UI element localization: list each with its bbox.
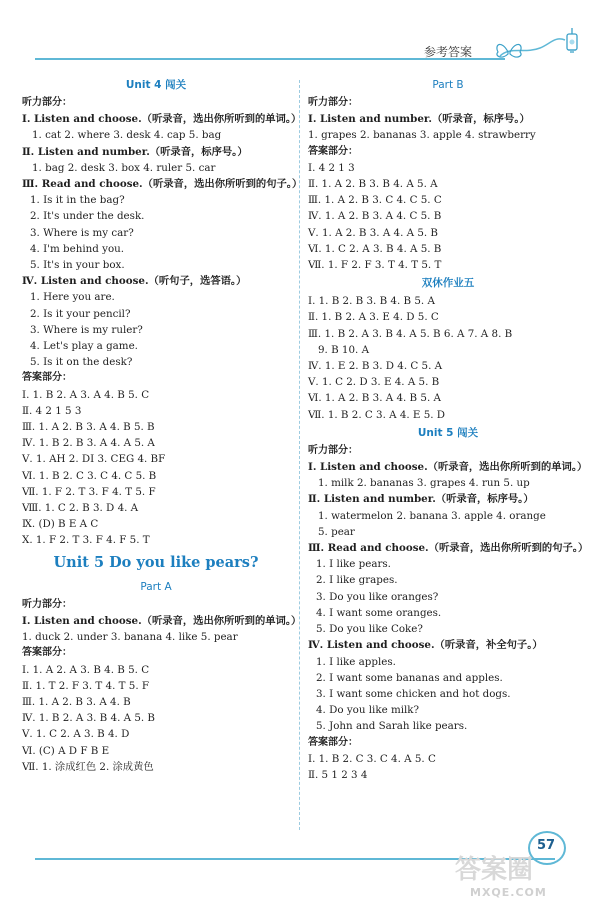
right-line-29: 1. I like pears. [316,558,391,571]
left-line-32: Ⅰ. Listen and choose.（听录音，选出你所听到的单词。） [22,614,302,627]
right-line-37: 3. I want some chicken and hot dogs. [316,687,511,700]
right-line-12: 双休作业五 [421,277,475,290]
right-line-30: 2. I like grapes. [316,574,398,587]
left-line-41: Ⅶ. 1. 涂成红色 2. 涂成黄色 [22,760,154,773]
right-line-28: Ⅲ. Read and choose.（听录音，选出你所听到的句子。） [308,542,589,555]
right-line-40: 答案部分： [308,736,358,748]
watermark-url: MXQE.COM [470,886,547,899]
left-line-30: Part A [140,580,172,593]
right-line-39: 5. John and Sarah like pears. [316,720,468,733]
right-line-33: 5. Do you like Coke? [316,623,423,636]
page-number: 57 [537,838,556,853]
left-line-8: 2. It's under the desk. [30,210,145,223]
right-line-17: Ⅳ. 1. E 2. B 3. D 4. C 5. A [308,360,443,373]
right-line-36: 2. I want some bananas and apples. [316,671,503,684]
left-line-21: Ⅲ. 1. A 2. B 3. A 4. B 5. B [22,421,155,434]
right-line-2: Ⅰ. Listen and number.（听录音，标序号。） [308,113,530,126]
left-line-35: Ⅰ. 1. A 2. A 3. B 4. B 5. C [22,663,150,676]
left-line-16: 4. Let's play a game. [30,340,138,353]
left-line-14: 2. Is it your pencil? [30,307,131,320]
left-line-12: Ⅳ. Listen and choose.（听句子，选答语。） [22,275,247,288]
left-line-6: Ⅲ. Read and choose.（听录音，选出你所听到的句子。） [22,178,303,191]
right-column [308,75,588,783]
right-line-5: Ⅰ. 4 2 1 3 [308,161,355,174]
left-line-0: Unit 4 闯关 [125,79,187,91]
right-line-4: 答案部分： [308,145,358,157]
left-column [22,75,303,775]
right-line-31: 3. Do you like oranges? [316,590,439,603]
right-line-24: 1. milk 2. bananas 3. grapes 4. run 5. up [318,477,530,490]
left-line-36: Ⅱ. 1. T 2. F 3. T 4. T 5. F [22,679,150,692]
left-line-22: Ⅳ. 1. B 2. B 3. A 4. A 5. A [22,437,155,450]
left-line-26: Ⅷ. 1. C 2. B 3. D 4. A [22,502,139,515]
left-line-1: 听力部分： [22,97,72,108]
right-line-14: Ⅱ. 1. B 2. A 3. E 4. D 5. C [308,311,439,324]
right-line-32: 4. I want some oranges. [316,606,442,619]
left-line-23: Ⅴ. 1. AH 2. DI 3. CEG 4. BF [22,453,166,466]
left-line-39: Ⅴ. 1. C 2. A 3. B 4. D [22,728,130,741]
right-line-35: 1. I like apples. [316,655,396,668]
right-line-8: Ⅳ. 1. A 2. B 3. A 4. C 5. B [308,210,442,223]
left-line-10: 4. I'm behind you. [30,242,125,255]
left-line-4: Ⅱ. Listen and number.（听录音，标序号。） [22,145,248,158]
right-line-7: Ⅲ. 1. A 2. B 3. C 4. C 5. C [308,194,442,207]
right-line-18: Ⅴ. 1. C 2. D 3. E 4. A 5. B [308,376,440,389]
left-line-11: 5. It's in your box. [30,259,125,272]
left-line-5: 1. bag 2. desk 3. box 4. ruler 5. car [32,161,216,174]
right-line-25: Ⅱ. Listen and number.（听录音，标序号。） [308,493,534,506]
right-line-26: 1. watermelon 2. banana 3. apple 4. orange [318,509,546,522]
right-line-20: Ⅶ. 1. B 2. C 3. A 4. E 5. D [308,408,446,421]
left-line-33: 1. duck 2. under 3. banana 4. like 5. pear [22,631,238,644]
right-line-21: Unit 5 闯关 [417,426,479,439]
left-line-15: 3. Where is my ruler? [30,323,143,336]
left-line-24: Ⅵ. 1. B 2. C 3. C 4. C 5. B [22,469,157,482]
right-line-27: 5. pear [318,525,355,538]
right-line-15: Ⅲ. 1. B 2. A 3. B 4. A 5. B 6. A 7. A 8. B [308,327,513,340]
right-line-16: 9. B 10. A [318,343,370,356]
right-line-41: Ⅰ. 1. B 2. C 3. C 4. A 5. C [308,752,436,765]
right-line-23: Ⅰ. Listen and choose.（听录音，选出你所听到的单词。） [308,461,588,474]
watermark-logo: 答案圈 [455,855,534,885]
right-line-3: 1. grapes 2. bananas 3. apple 4. strawberry [308,129,536,142]
column-divider [299,80,300,830]
left-line-40: Ⅵ. (C) A D F B E [22,744,110,757]
left-line-18: 答案部分： [22,372,72,384]
left-line-37: Ⅲ. 1. A 2. B 3. A 4. B [22,695,131,708]
right-line-9: Ⅴ. 1. A 2. B 3. A 4. A 5. B [308,226,439,239]
left-line-20: Ⅱ. 4 2 1 5 3 [22,404,82,417]
left-line-9: 3. Where is my car? [30,226,134,239]
left-line-19: Ⅰ. 1. B 2. A 3. A 4. B 5. C [22,388,150,401]
right-line-11: Ⅶ. 1. F 2. F 3. T 4. T 5. T [308,259,442,272]
right-line-19: Ⅵ. 1. A 2. B 3. A 4. B 5. A [308,392,441,405]
right-line-10: Ⅵ. 1. C 2. A 3. B 4. A 5. B [308,242,442,255]
left-line-34: 答案部分： [22,647,72,659]
left-line-7: 1. Is it in the bag? [30,194,125,207]
right-line-22: 听力部分： [308,444,358,456]
right-line-13: Ⅰ. 1. B 2. B 3. B 4. B 5. A [308,295,435,308]
right-line-42: Ⅱ. 5 1 2 3 4 [308,768,368,781]
header-title: 参考答案 [424,45,473,59]
right-line-1: 听力部分： [308,97,358,108]
left-line-17: 5. Is it on the desk? [30,356,133,369]
left-line-13: 1. Here you are. [30,291,115,304]
right-line-38: 4. Do you like milk? [316,704,420,717]
left-line-25: Ⅶ. 1. F 2. T 3. F 4. T 5. F [22,485,156,498]
right-line-34: Ⅳ. Listen and choose.（听录音，补全句子。） [308,639,543,652]
left-line-3: 1. cat 2. where 3. desk 4. cap 5. bag [32,129,222,142]
left-line-27: Ⅸ. (D) B E A C [22,518,99,531]
left-line-2: Ⅰ. Listen and choose.（听录音，选出你所听到的单词。） [22,113,302,126]
right-line-0: Part B [432,79,464,91]
butterfly-lantern-decoration-icon [490,26,585,66]
left-line-28: Ⅹ. 1. F 2. T 3. F 4. F 5. T [22,534,150,547]
right-line-6: Ⅱ. 1. A 2. B 3. B 4. A 5. A [308,178,438,191]
left-line-31: 听力部分： [22,598,72,610]
left-line-38: Ⅳ. 1. B 2. A 3. B 4. A 5. B [22,712,155,725]
left-line-29: Unit 5 Do you like pears? [53,553,259,571]
